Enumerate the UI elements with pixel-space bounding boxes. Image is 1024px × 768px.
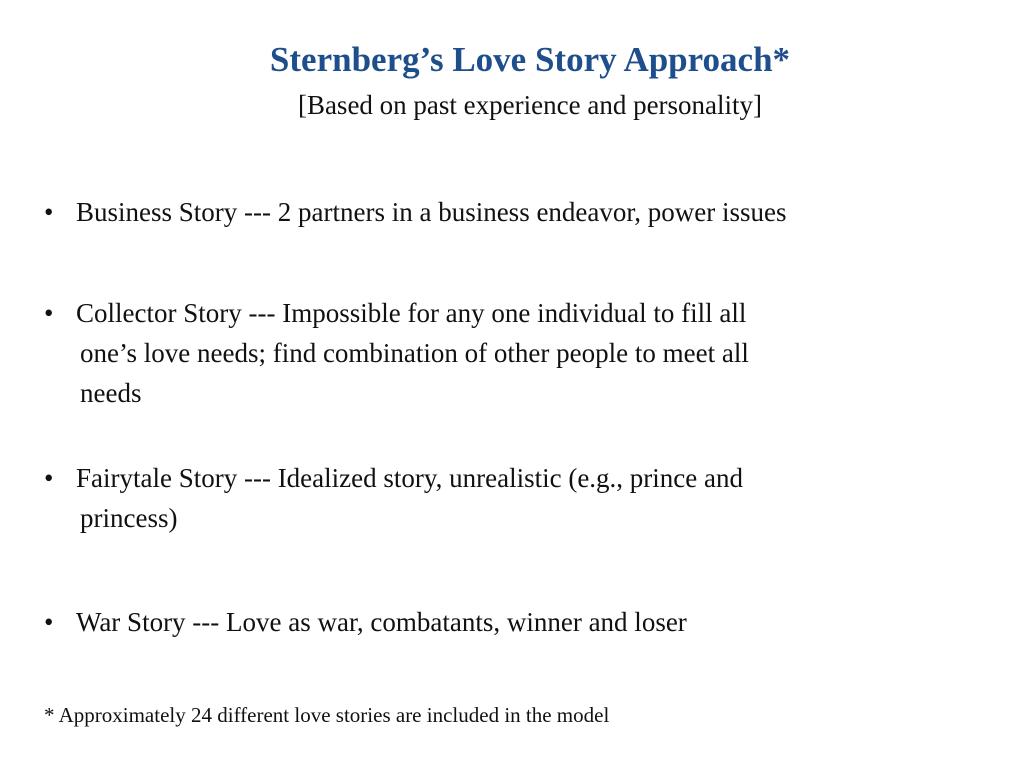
bullet-text: [44, 192, 974, 232]
bullet-line: Collector Story --- Impossible for any one individual to fill all: [76, 298, 747, 328]
bullet-marker: •: [44, 607, 54, 637]
bullet-marker: •: [44, 298, 54, 328]
bullet-line: needs: [80, 378, 142, 408]
bullet-business-story: [44, 192, 974, 232]
bullet-line: one’s love needs; find combination of other people to meet all: [80, 338, 749, 368]
bullet-collector-story: [44, 293, 974, 413]
bullet-line: War Story --- Love as war, combatants, winner and loser: [76, 607, 687, 637]
bullet-line: Business Story --- 2 partners in a business endeavor, power issues: [76, 197, 787, 227]
slide-subtitle: [Based on past experience and personality]: [297, 90, 763, 120]
footnote: * Approximately 24 different love stories are included in the model: [44, 703, 610, 727]
bullet-text: [44, 458, 974, 538]
bullet-war-story: [44, 602, 974, 642]
bullet-fairytale-story: [44, 458, 974, 538]
bullet-line: Fairytale Story --- Idealized story, unrealistic (e.g., prince and: [76, 463, 743, 493]
slide-title: Sternberg’s Love Story Approach*: [269, 40, 791, 79]
bullet-marker: •: [44, 197, 54, 227]
bullet-text: [44, 602, 974, 642]
bullet-line: princess): [80, 503, 178, 533]
bullet-marker: •: [44, 463, 54, 493]
bullet-text: [44, 293, 974, 413]
